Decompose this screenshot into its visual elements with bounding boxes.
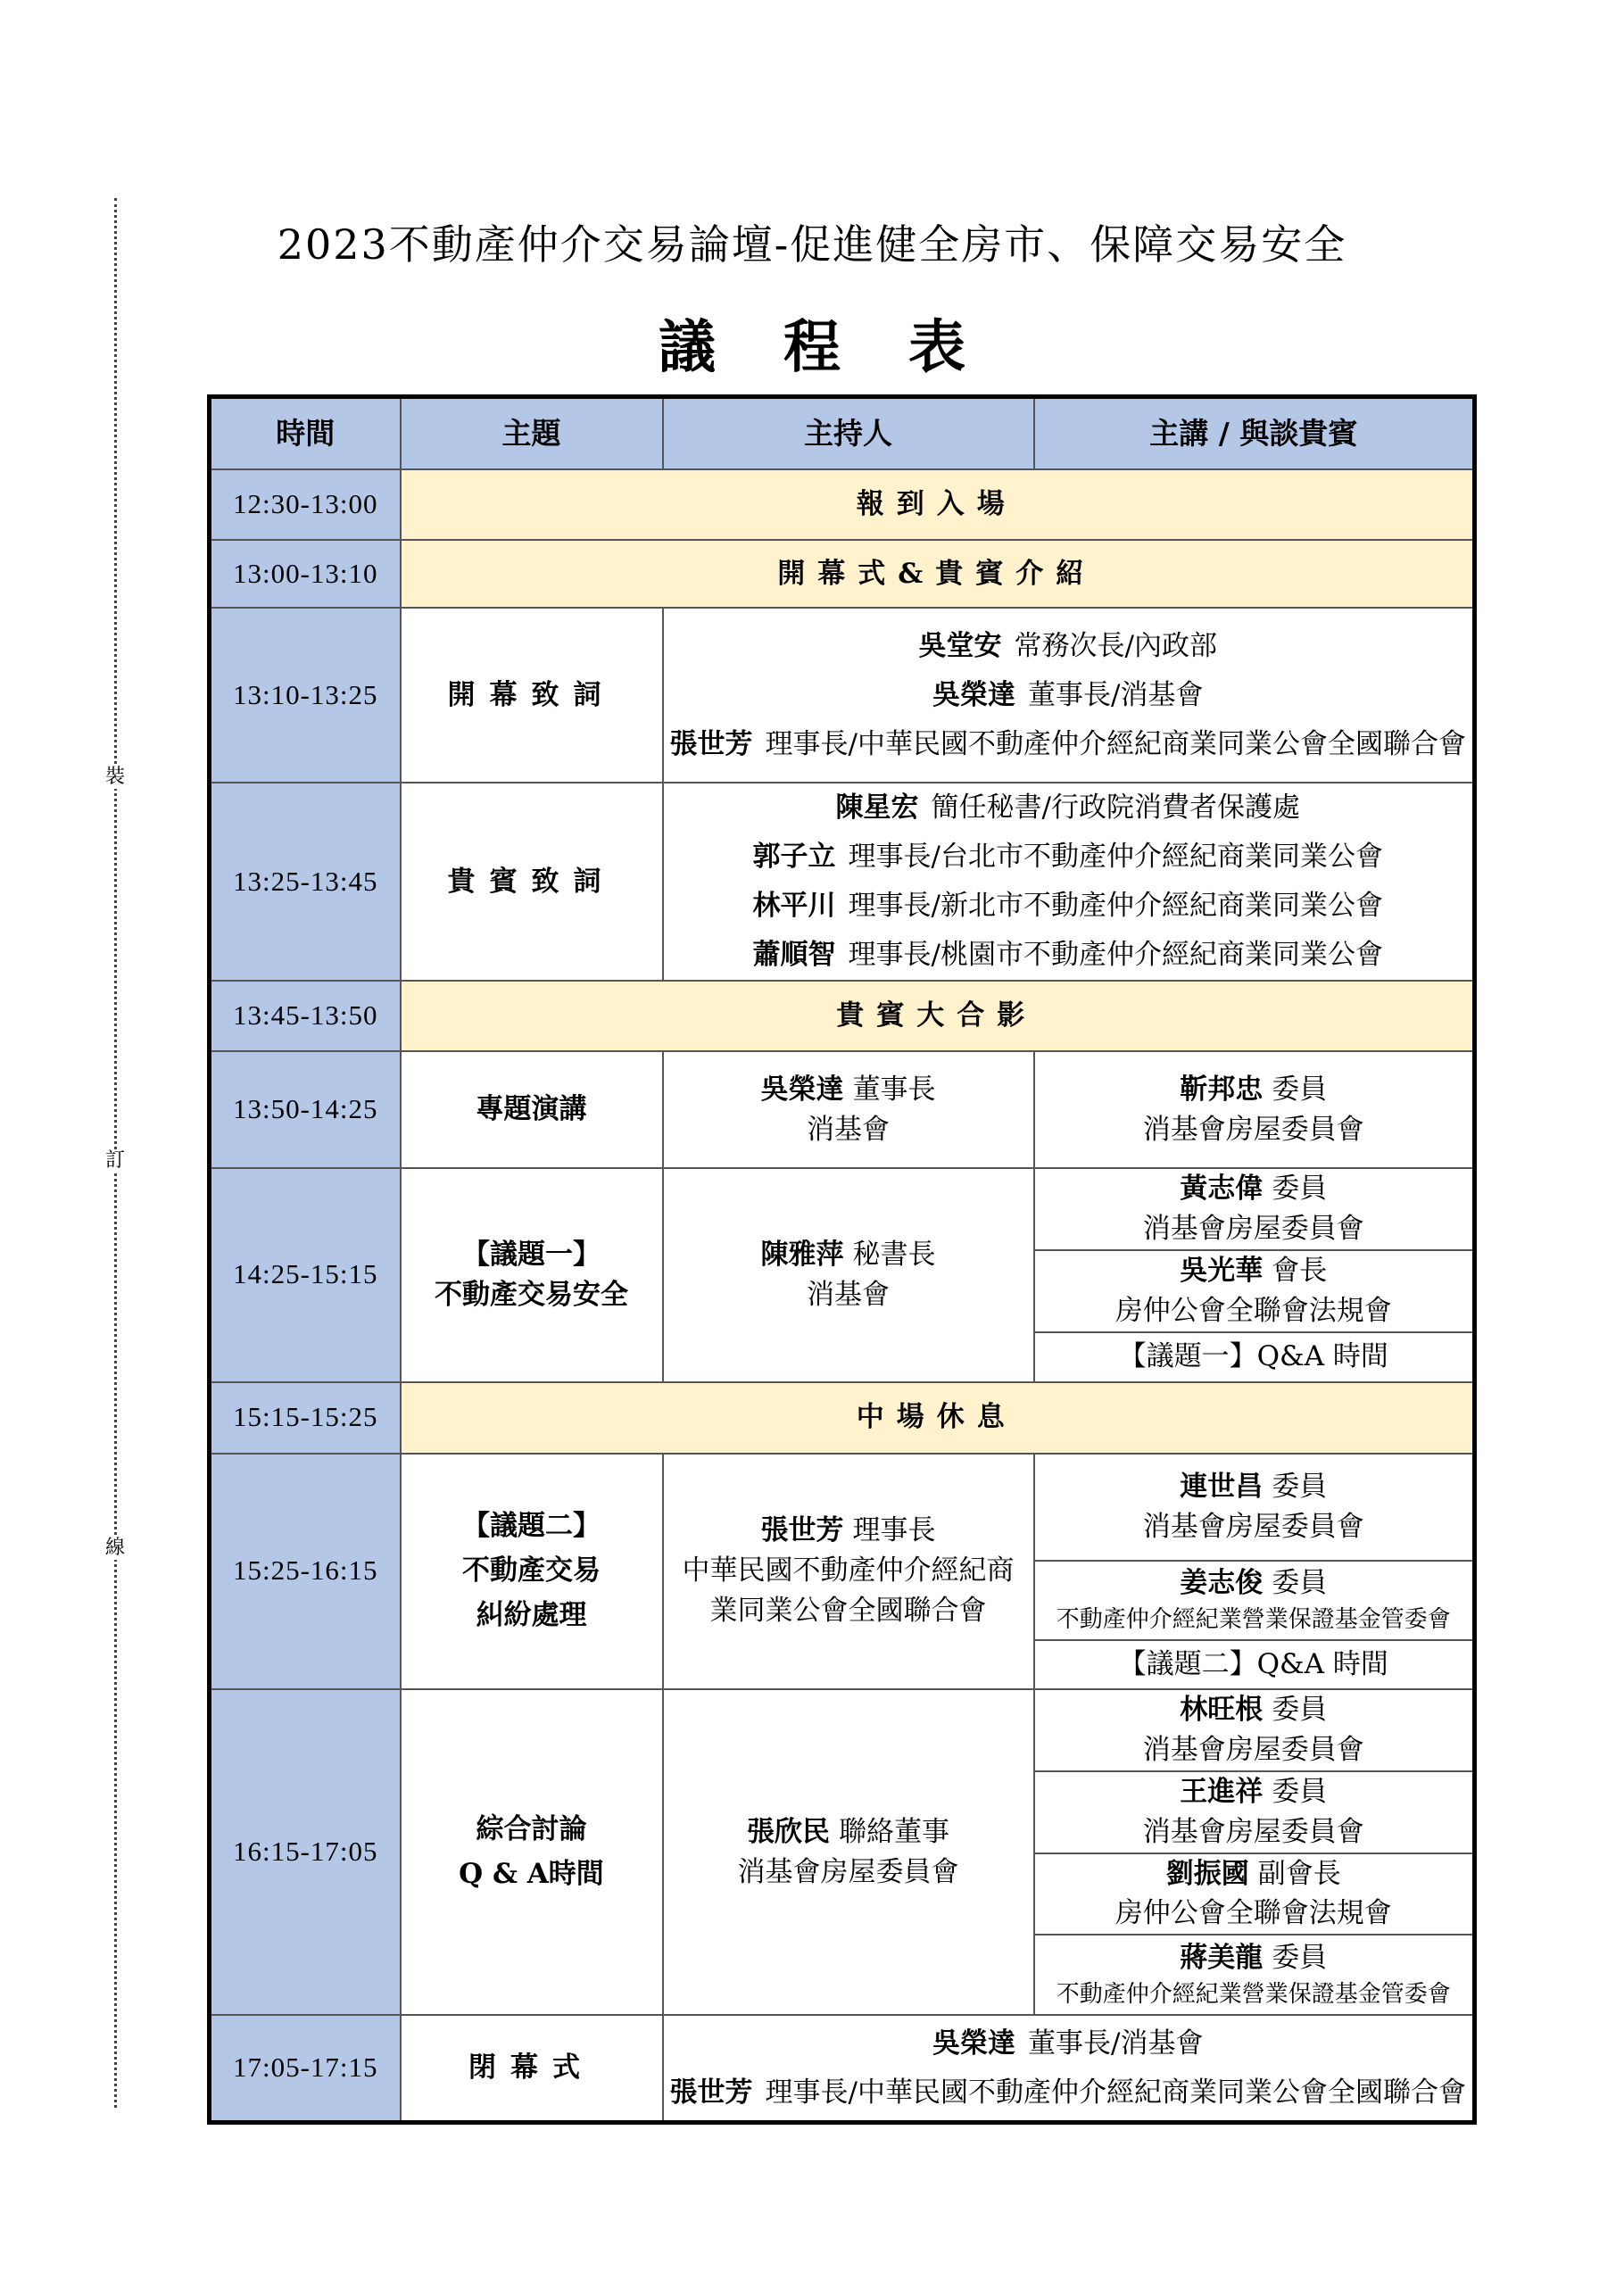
host-cell: 吳榮達 董事長 消基會: [663, 1051, 1034, 1168]
list-item: 吳堂安 常務次長/內政部: [918, 629, 1217, 662]
people-list: [663, 608, 1475, 783]
host-cell: 陳雅萍 秘書長 消基會: [663, 1168, 1034, 1382]
time-cell: 15:15-15:25: [210, 1382, 401, 1454]
time-cell: 13:45-13:50: [210, 981, 401, 1051]
speaker-cell: 姜志俊 委員 不動產仲介經紀業營業保證基金管委會: [1034, 1561, 1475, 1640]
binding-mark: 訂: [104, 1149, 125, 1172]
qa-cell: 【議題一】Q&A 時間: [1034, 1332, 1475, 1382]
time-cell: 13:00-13:10: [210, 540, 401, 608]
qa-cell: 【議題二】Q&A 時間: [1034, 1640, 1475, 1689]
table-row: [210, 981, 1475, 1051]
topic-cell: 閉幕式: [401, 2015, 663, 2122]
table-row: [210, 783, 1475, 981]
table-row: [210, 1382, 1475, 1454]
banner-cell: 貴賓大合影: [401, 981, 1475, 1051]
column-header-topic: 主題: [401, 397, 663, 470]
table-row: [210, 2015, 1475, 2122]
people-list: [663, 2015, 1475, 2122]
time-cell: 16:15-17:05: [210, 1689, 401, 2016]
topic-cell: 【議題一】 不動產交易安全: [401, 1168, 663, 1382]
topic-cell: 開幕致詞: [401, 608, 663, 783]
binding-mark: 裝: [104, 766, 125, 788]
list-item: 林平川 理事長/新北市不動產仲介經紀商業同業公會: [752, 890, 1383, 922]
host-cell: 張欣民 聯絡董事 消基會房屋委員會: [663, 1689, 1034, 2016]
list-item: 張世芳 理事長/中華民國不動產仲介經紀商業同業公會全國聯合會: [669, 727, 1466, 760]
time-cell: 13:10-13:25: [210, 608, 401, 783]
time-cell: 13:50-14:25: [210, 1051, 401, 1168]
speaker-cell: 蔣美龍 委員 不動產仲介經紀業營業保證基金管委會: [1034, 1935, 1475, 2015]
binding-mark: 線: [104, 1537, 125, 1559]
list-item: 陳星宏 簡任秘書/行政院消費者保護處: [835, 792, 1300, 824]
host-cell: 張世芳 理事長 中華民國不動產仲介經紀商 業同業公會全國聯合會: [663, 1454, 1034, 1689]
people-list: [663, 783, 1475, 981]
table-row: [210, 1454, 1475, 1561]
banner-cell: 報到入場: [401, 469, 1475, 540]
list-item: 郭子立 理事長/台北市不動產仲介經紀商業同業公會: [752, 841, 1383, 873]
list-item: 張世芳 理事長/中華民國不動產仲介經紀商業同業公會全國聯合會: [669, 2076, 1466, 2109]
time-cell: 15:25-16:15: [210, 1454, 401, 1689]
page-title: 2023不動產仲介交易論壇-促進健全房市、保障交易安全: [277, 220, 1347, 269]
speaker-cell: 劉振國 副會長 房仲公會全聯會法規會: [1034, 1853, 1475, 1935]
time-cell: 14:25-15:15: [210, 1168, 401, 1382]
topic-cell: 貴賓致詞: [401, 783, 663, 981]
table-row: [210, 540, 1475, 608]
column-header-time: 時間: [210, 397, 401, 470]
column-header-host: 主持人: [663, 397, 1034, 470]
topic-cell: 綜合討論 Q & A時間: [401, 1689, 663, 2016]
banner-cell: 中場休息: [401, 1382, 1475, 1454]
table-row: [210, 469, 1475, 540]
table-header-row: [210, 397, 1475, 470]
table-row: [210, 1168, 1475, 1250]
list-item: 吳榮達 董事長/消基會: [932, 2027, 1204, 2060]
time-cell: 12:30-13:00: [210, 469, 401, 540]
topic-cell: 【議題二】 不動產交易 糾紛處理: [401, 1454, 663, 1689]
time-cell: 13:25-13:45: [210, 783, 401, 981]
column-header-speakers: 主講 / 與談貴賓: [1034, 397, 1475, 470]
speaker-cell: 連世昌 委員 消基會房屋委員會: [1034, 1454, 1475, 1561]
speaker-cell: 黃志偉 委員 消基會房屋委員會: [1034, 1168, 1475, 1250]
topic-cell: 專題演講: [401, 1051, 663, 1168]
speaker-cell: 林旺根 委員 消基會房屋委員會: [1034, 1689, 1475, 1771]
banner-cell: 開幕式&貴賓介紹: [401, 540, 1475, 608]
time-cell: 17:05-17:15: [210, 2015, 401, 2122]
list-item: 吳榮達 董事長/消基會: [932, 678, 1204, 711]
page-subtitle: 議 程 表: [659, 314, 965, 381]
table-row: [210, 1051, 1475, 1168]
speaker-cell: 王進祥 委員 消基會房屋委員會: [1034, 1771, 1475, 1853]
list-item: 蕭順智 理事長/桃園市不動產仲介經紀商業同業公會: [752, 939, 1383, 971]
table-row: [210, 608, 1475, 783]
table-row: [210, 1689, 1475, 1771]
speaker-cell: 靳邦忠 委員 消基會房屋委員會: [1034, 1051, 1475, 1168]
speaker-cell: 吳光華 會長 房仲公會全聯會法規會: [1034, 1250, 1475, 1332]
agenda-table: [207, 394, 1477, 2125]
